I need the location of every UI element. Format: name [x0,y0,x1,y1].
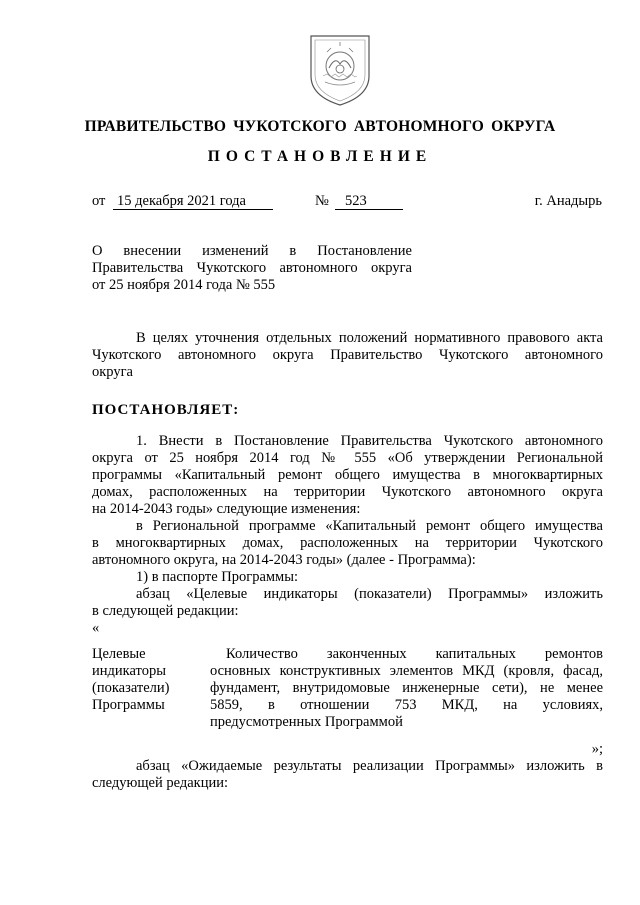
body-line: в Региональной программе «Капитальный ремонт общего имущества [136,518,603,534]
body-line: 1. Внести в Постановление Правительства Чукотского автономного [136,433,603,449]
number-prefix: № [315,193,329,209]
indicator-text [182,646,603,731]
indicator-line: Количество законченных капитальных ремонтов [226,646,603,662]
date-value: 15 декабря 2021 года [113,194,273,210]
label-line: Целевые [92,646,146,662]
body-line: абзац «Ожидаемые результаты реализации Программы» изложить в [136,758,603,774]
preamble-line: Чукотского автономного округа Правительство Чукотского автономного [92,347,603,363]
body-line: программы «Капитальный ремонт общего имущества в многоквартирных [92,467,603,483]
date-prefix: от [92,193,106,209]
body-line: в следующей редакции: [92,603,239,619]
date-field [113,193,273,210]
indicator-line: фундамент, внутридомовые инженерные сети), не менее [210,680,603,696]
body-paragraph-5 [92,758,603,792]
city: г. Анадырь [534,193,602,209]
subject-line: от 25 ноября 2014 года № 555 [92,277,276,293]
decree-title: ПОСТАНОВЛЕНИЕ [207,148,433,165]
government-title: ПРАВИТЕЛЬСТВО ЧУКОТСКОГО АВТОНОМНОГО ОКРУГА [84,118,556,135]
resolves-heading: ПОСТАНОВЛЯЕТ: [92,402,240,418]
body-line: на 2014-2043 годы» следующие изменения: [92,501,361,517]
number-value: 523 [335,194,403,210]
body-line: следующей редакции: [92,775,229,791]
body-line: в многоквартирных домах, расположенных на территории Чукотского [92,535,603,551]
body-paragraph-1 [92,433,603,637]
label-line: индикаторы [92,663,166,679]
indicator-line: 5859, в отношении 753 МКД, на условиях, [210,697,603,713]
indicator-line: основных конструктивных элементов МКД (кровля, фасад, [210,663,603,679]
indicator-line: предусмотренных Программой [210,714,403,730]
preamble-line: В целях уточнения отдельных положений нормативного правового акта [136,330,603,346]
number-field [335,193,403,210]
preamble [92,330,603,381]
body-line: домах, расположенных на территории Чукотского автономного округа [92,484,603,500]
indicators-table [92,646,603,731]
body-line: автономного округа, на 2014-2043 годы» (далее - Программа): [92,552,476,568]
open-quote: « [92,620,100,636]
preamble-line: округа [92,364,133,380]
table-row [92,646,603,731]
subject-line: О внесении изменений в Постановление [92,243,412,259]
subject [92,243,412,294]
coat-of-arms-icon [305,30,375,108]
indicator-label [92,646,182,731]
body-line: округа от 25 ноября 2014 год № 555 «Об утверждении Региональной [92,450,603,466]
close-quote: »; [591,741,603,757]
label-line: (показатели) [92,680,170,696]
body-line: абзац «Целевые индикаторы (показатели) Программы» изложить [136,586,603,602]
body-line: 1) в паспорте Программы: [136,569,298,585]
subject-line: Правительства Чукотского автономного округа [92,260,412,276]
label-line: Программы [92,697,165,713]
